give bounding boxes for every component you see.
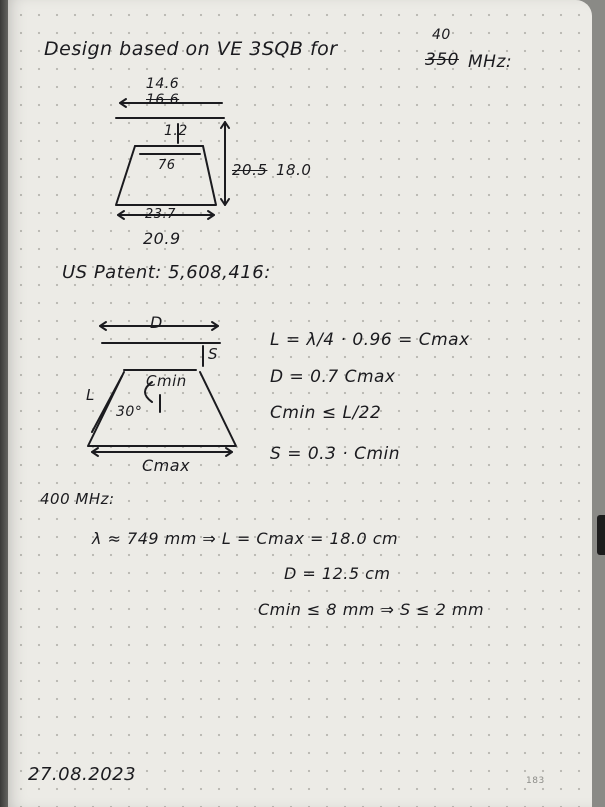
l-label: L xyxy=(86,386,95,404)
cmax-label: Cmax xyxy=(142,456,191,475)
patent-heading: US Patent: 5,608,416: xyxy=(62,262,271,283)
formula-1: L = λ/4 · 0.96 = Cmax xyxy=(270,330,470,350)
s-label: S xyxy=(208,345,219,363)
calc-heading: 400 MHz: xyxy=(40,490,115,508)
calc-line-3: Cmin ≤ 8 mm ⇒ S ≤ 2 mm xyxy=(258,600,485,619)
top-width-new: 14.6 xyxy=(146,76,180,92)
formula-3: Cmin ≤ L/22 xyxy=(270,403,382,423)
date-label: 27.08.2023 xyxy=(28,764,137,785)
spacing-label: 1.2 xyxy=(164,123,188,139)
calc-line-2: D = 12.5 cm xyxy=(284,564,391,583)
inner-label: 76 xyxy=(158,158,176,173)
title-freq-struck: 350 xyxy=(425,50,459,70)
bottom-new: 20.9 xyxy=(143,229,181,248)
title-text: Design based on VE 3SQB for xyxy=(44,38,338,60)
height-new: 18.0 xyxy=(276,161,312,179)
bottom-old: 23.7 xyxy=(145,207,176,222)
top-width-old: 16.6 xyxy=(146,92,180,108)
d-label: D xyxy=(150,313,163,332)
calc-line-1: λ ≈ 749 mm ⇒ L = Cmax = 18.0 cm xyxy=(92,529,399,548)
page-number: 183 xyxy=(526,776,545,786)
formula-4: S = 0.3 · Cmin xyxy=(270,444,401,464)
formula-2: D = 0.7 Cmax xyxy=(270,367,396,387)
title-freq-new: 40 xyxy=(432,27,451,43)
angle-label: 30° xyxy=(116,404,143,420)
height-old: 20.5 xyxy=(232,161,268,179)
cmin-label: Cmin xyxy=(146,372,187,390)
title-unit: MHz: xyxy=(468,52,513,72)
